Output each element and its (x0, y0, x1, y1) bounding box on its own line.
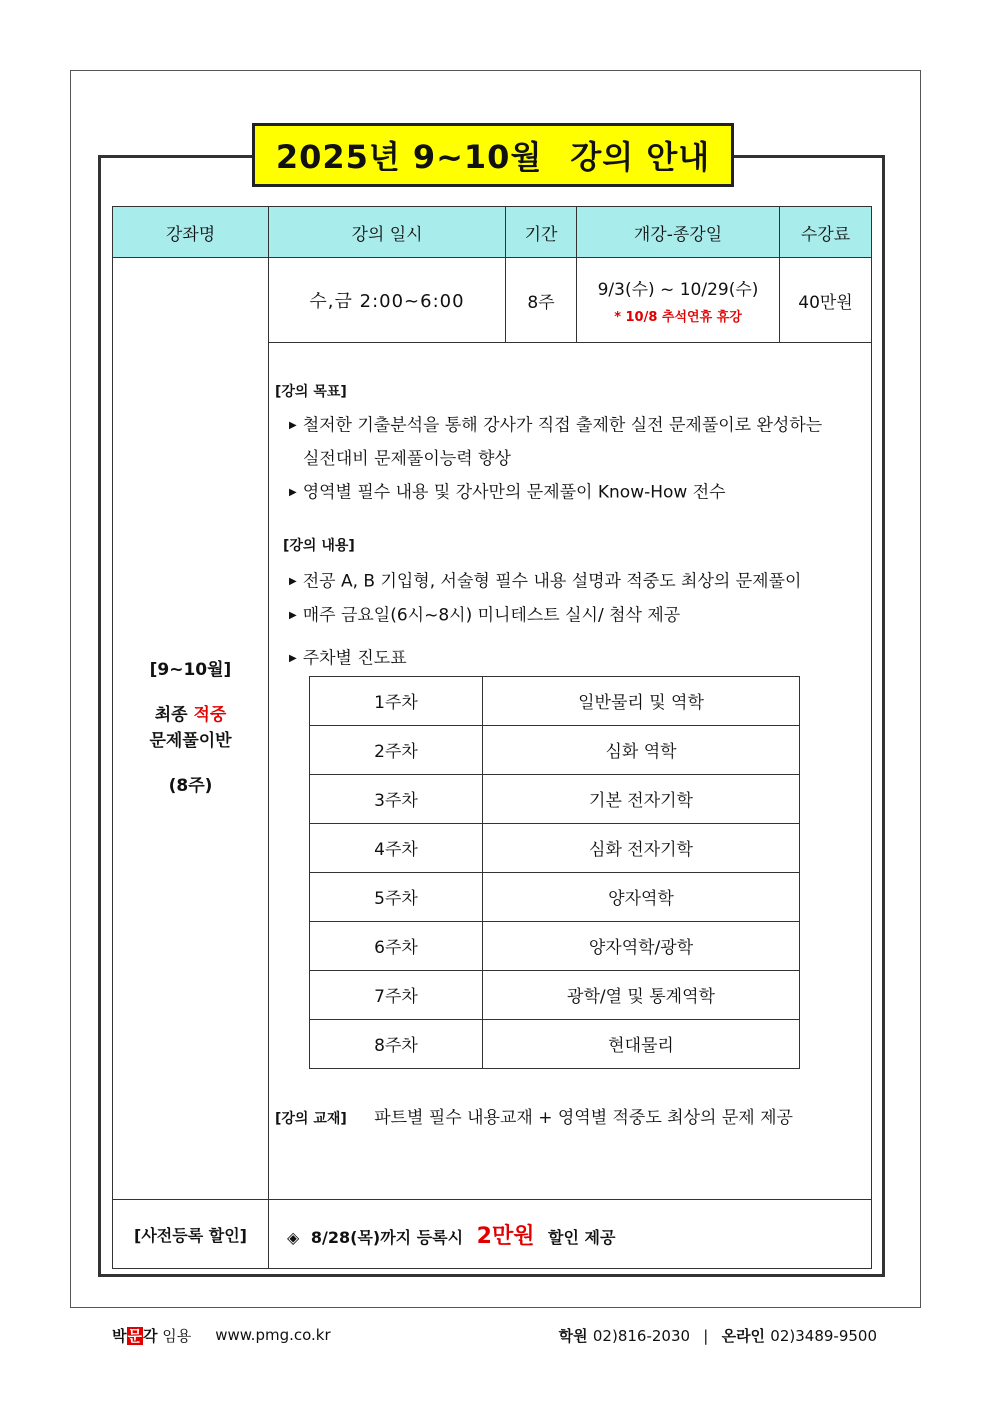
schedule-topic: 기본 전자기학 (483, 774, 800, 823)
title-months: 9~10월 (412, 138, 543, 176)
content-bullet: ▶ 주차별 진도표 (289, 648, 407, 669)
goal-bullet: ▶ 철저한 기출분석을 통해 강사가 직접 출제한 실전 문제풀이로 완성하는 (289, 415, 823, 436)
course-highlight: 적중 (193, 705, 227, 725)
header-dates: 개강-종강일 (577, 207, 780, 258)
lecture-table (112, 206, 872, 1269)
schedule-topic: 광학/열 및 통계역학 (483, 970, 800, 1019)
schedule-week: 8주차 (310, 1019, 483, 1068)
header-duration: 기간 (506, 207, 577, 258)
schedule-row (310, 872, 800, 921)
schedule-week: 7주차 (310, 970, 483, 1019)
content-title: [강의 내용] (283, 538, 355, 554)
schedule-week: 3주차 (310, 774, 483, 823)
website-link[interactable]: www.pmg.co.kr (215, 1326, 331, 1344)
session-dates-cell (577, 258, 780, 343)
course-name-cell (113, 258, 269, 1200)
diamond-icon: ◈ (287, 1227, 300, 1247)
contact-info: 학원 02)816-2030 | 온라인 02)3489-9500 (558, 1326, 877, 1345)
session-row (113, 258, 872, 343)
header-fee: 수강료 (780, 207, 872, 258)
content-cell (269, 343, 872, 1200)
schedule-table (309, 676, 800, 1069)
schedule-week: 5주차 (310, 872, 483, 921)
content-bullet: ▶ 매주 금요일(6시~8시) 미니테스트 실시/ 첨삭 제공 (289, 605, 681, 625)
course-months: [9~10월] (149, 659, 232, 680)
title-year: 2025년 (275, 138, 401, 176)
header-course: 강좌명 (113, 207, 269, 258)
session-dates: 9/3(수) ~ 10/29(수) (597, 280, 759, 300)
schedule-week: 6주차 (310, 921, 483, 970)
brand-logo: 박문각 임용 (112, 1326, 192, 1345)
holiday-note: * 10/8 추석연휴 휴강 (614, 310, 742, 325)
schedule-week: 1주차 (310, 676, 483, 725)
textbook-title: [강의 교재] (275, 1110, 347, 1127)
textbook-text: 파트별 필수 내용교재 + 영역별 적중도 최상의 문제 제공 (374, 1107, 793, 1128)
header-time: 강의 일시 (269, 207, 506, 258)
schedule-row (310, 970, 800, 1019)
schedule-row (310, 1019, 800, 1068)
goal-bullet-cont: 실전대비 문제풀이능력 향상 (303, 448, 511, 469)
schedule-topic: 양자역학 (483, 872, 800, 921)
schedule-row (310, 921, 800, 970)
discount-cell: ◈ 8/28(목)까지 등록시 2만원 할인 제공 (269, 1200, 872, 1269)
course-title-line: 최종 적중 (154, 705, 227, 725)
page-title (252, 123, 734, 187)
goal-bullet: ▶ 영역별 필수 내용 및 강사만의 문제풀이 Know-How 전수 (289, 482, 726, 502)
title-label: 강의 안내 (570, 138, 711, 176)
discount-amount: 2만원 (476, 1223, 535, 1249)
session-duration: 8주 (506, 258, 577, 343)
textbook-line (275, 1103, 871, 1128)
discount-row (113, 1200, 872, 1269)
course-title-line2: 문제풀이반 (149, 730, 232, 751)
schedule-week: 4주차 (310, 823, 483, 872)
footer (112, 1322, 877, 1348)
discount-label: [사전등록 할인] (113, 1200, 269, 1269)
schedule-topic: 현대물리 (483, 1019, 800, 1068)
schedule-row (310, 823, 800, 872)
goal-title: [강의 목표] (275, 384, 347, 400)
course-weeks: (8주) (168, 776, 213, 796)
schedule-week: 2주차 (310, 725, 483, 774)
header-row (113, 207, 872, 258)
content-bullet: ▶ 전공 A, B 기입형, 서술형 필수 내용 설명과 적중도 최상의 문제풀이 (289, 571, 802, 592)
schedule-row (310, 774, 800, 823)
session-fee: 40만원 (780, 258, 872, 343)
schedule-row (310, 676, 800, 725)
schedule-topic: 양자역학/광학 (483, 921, 800, 970)
schedule-topic: 일반물리 및 역학 (483, 676, 800, 725)
schedule-topic: 심화 전자기학 (483, 823, 800, 872)
schedule-topic: 심화 역학 (483, 725, 800, 774)
schedule-row (310, 725, 800, 774)
session-time: 수,금 2:00~6:00 (269, 258, 506, 343)
